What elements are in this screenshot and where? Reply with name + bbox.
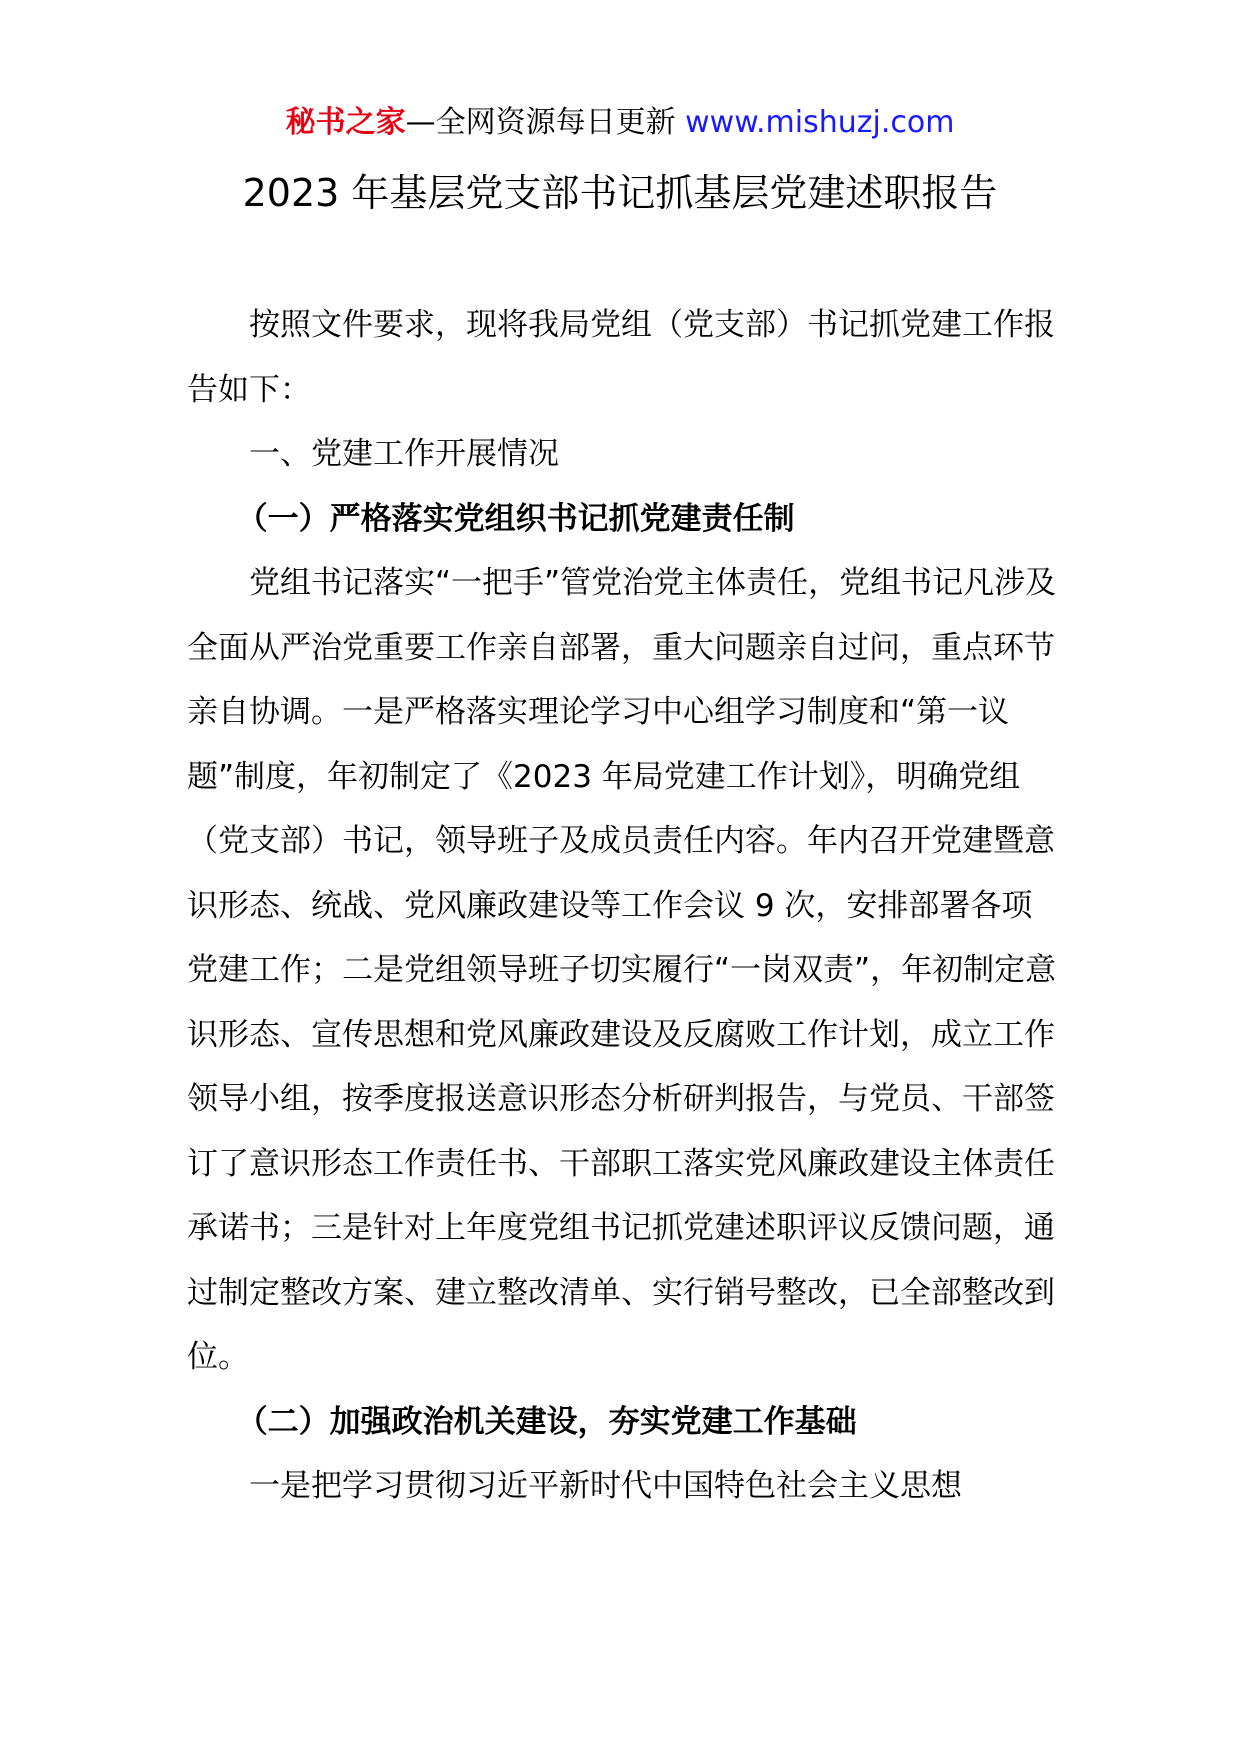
subsection-body-2: 一是把学习贯彻习近平新时代中国特色社会主义思想 [249, 1468, 962, 1504]
brand-name: 秘书之家 [285, 105, 406, 140]
intro-paragraph: 按照文件要求，现将我局党组（党支部）书记抓党建工作报告如下： [187, 307, 1055, 408]
subsection-heading-1: （一）严格落实党组织书记抓党建责任制 [236, 500, 795, 537]
subsection-body-1: 党组书记落实“一把手”管党治党主体责任，党组书记凡涉及全面从严治党重要工作亲自部署，重大问题亲自过问，重点环节亲自协调。一是严格落实理论学习中心组学习制度和“第一议题”制度，年初制定了《2023 年局党建工作计划》，明确党组（党支部）书记，领导班子及成员责任内容。年内召开党建暨意识形态、统战、党风廉政建设等工作会议 9 次，安排部署各项党建工作；二是党组领导班子切实履行“一岗双责”，年初制定意识形态、宣传思想和党风廉政建设及反腐败工作计划，成立工作领导小组，按季度报送意识形态分析研判报告，与党员、干部签订了意识形态工作责任书、干部职工落实党风廉政建设主体责任承诺书；三是针对上年度党组书记抓党建述职评议反馈问题，通过制定整改方案、建立整改清单、实行销号整改，已全部整改到位。 [187, 565, 1057, 1375]
document-title: 2023 年基层党支部书记抓基层党建述职报告 [242, 171, 998, 215]
header-url[interactable]: www.mishuzj.com [685, 105, 955, 140]
header-slogan: —全网资源每日更新 [405, 105, 686, 140]
watermark-header [0, 100, 1240, 146]
document-body [187, 293, 1057, 1519]
subsection-heading-2: （二）加强政治机关建设，夯实党建工作基础 [236, 1403, 857, 1440]
section-heading: 一、党建工作开展情况 [249, 436, 559, 472]
